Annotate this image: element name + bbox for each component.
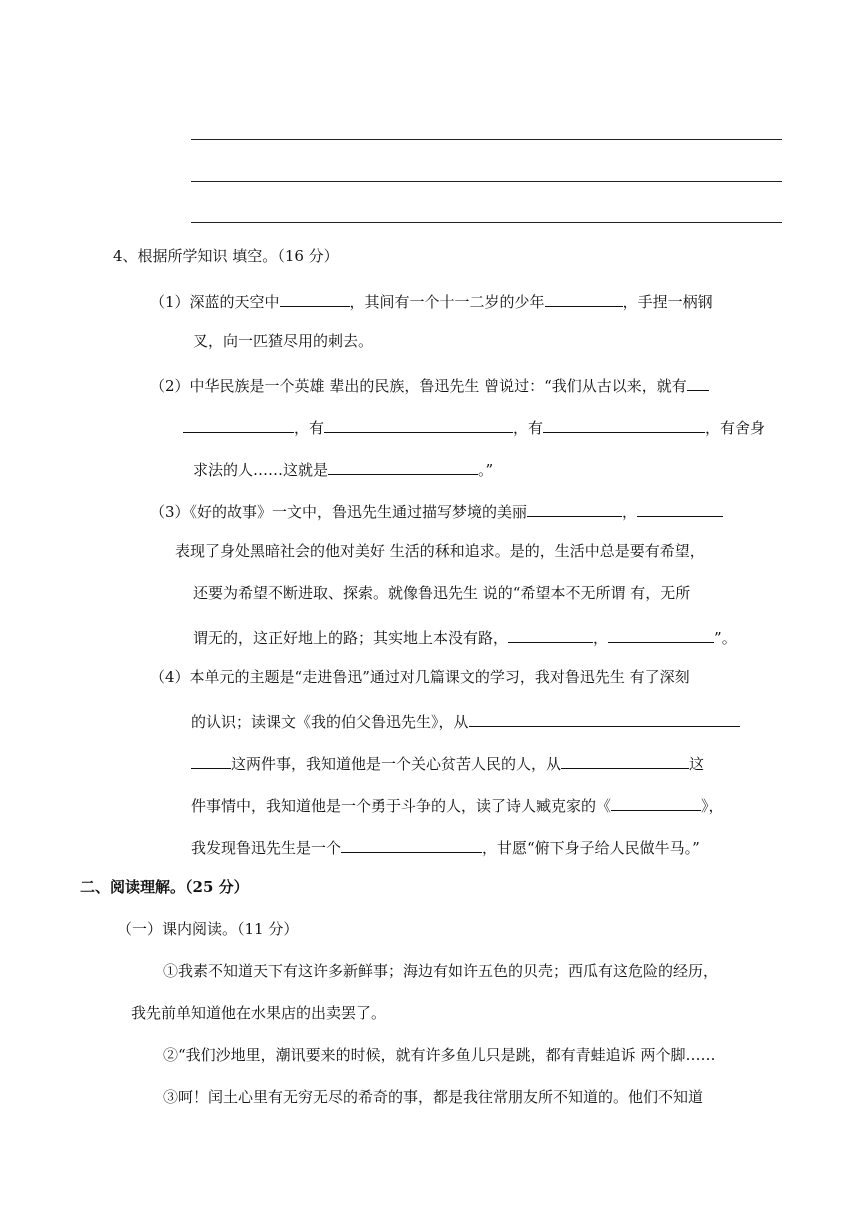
q4-item-2-line-2 [183, 415, 765, 435]
fill-blank[interactable] [637, 499, 723, 517]
q4-4-text-b: 的认识；读课文《我的伯父鲁迅先生》，从 [191, 713, 469, 731]
q4-2-text-d: ，有舍身 [705, 419, 766, 437]
q4-item-3-line-2: 表现了身处黑暗社会的他对美好 生活的秝和追求。是的，生活中总是要有希望， [175, 542, 705, 560]
question-4-title: 4、根据所学知识 填空。（16 分） [113, 247, 339, 265]
reading-paragraph-1-line-2: 我先前单知道他在水果店的出卖罢了。 [131, 1004, 387, 1022]
q4-2-text-a: （2）中华民族是一个英雄 辈出的民族，鲁迅先生 曾说过：“我们从古以来，就有 [150, 377, 687, 395]
reading-paragraph-3: ③呵！闰土心里有无穷无尽的希奇的事，都是我往常朋友所不知道的。他们不知道 [163, 1088, 704, 1106]
q4-item-1-line-1 [150, 289, 713, 309]
fill-blank[interactable] [687, 373, 709, 391]
reading-paragraph-1-line-1: ①我素不知道天下有这许多新鲜事；海边有如许五色的贝壳；西瓜有这危险的经历， [163, 962, 719, 980]
fill-blank[interactable] [469, 709, 740, 727]
section-2-subheading: （一）课内阅读。（11 分） [117, 920, 299, 938]
q4-item-4-line-5 [191, 835, 700, 855]
fill-blank[interactable] [508, 625, 593, 643]
answer-line-1[interactable] [191, 139, 782, 140]
fill-blank[interactable] [608, 625, 714, 643]
q4-2-text-c: ，有 [513, 419, 544, 437]
q4-4-text-d: 这 [689, 755, 705, 773]
fill-blank[interactable] [543, 415, 705, 433]
q4-3-text-g: ”。 [714, 629, 737, 647]
q4-3-text-f: ， [593, 629, 609, 647]
q4-1-text-c: ，手捏一柄钢 [622, 293, 713, 311]
q4-2-text-b: ，有 [294, 419, 325, 437]
fill-blank[interactable] [611, 793, 701, 811]
q4-item-4-line-2 [191, 709, 740, 729]
q4-item-3-line-1 [150, 499, 723, 519]
q4-4-text-f: 》， [701, 797, 724, 815]
q4-item-2-line-1 [150, 373, 709, 393]
q4-3-text-b: ， [622, 503, 638, 521]
q4-3-text-a: （3）《好的故事》一文中，鲁迅先生通过描写梦境的美丽 [150, 503, 528, 521]
fill-blank[interactable] [183, 415, 294, 433]
fill-blank[interactable] [324, 415, 513, 433]
q4-item-4-line-1: （4）本单元的主题是“走进鲁迅”通过对几篇课文的学习，我对鲁迅先生 有了深刻 [150, 668, 690, 686]
q4-3-text-e: 谓无的，这正好地上的路；其实地上本没有路， [193, 629, 509, 647]
fill-blank[interactable] [341, 835, 482, 853]
fill-blank[interactable] [328, 457, 478, 475]
q4-2-text-e: 求法的人……这就是 [193, 461, 329, 479]
q4-1-text-b: ，其间有一个十一二岁的少年 [349, 293, 545, 311]
q4-item-3-line-3: 还要为希望不断进取、探索。就像鲁迅先生 说的“希望本不无所谓 有，无所 [193, 584, 691, 602]
section-2-heading: 二、阅读理解。（25 分） [80, 878, 249, 896]
fill-blank[interactable] [545, 289, 623, 307]
q4-item-4-line-3 [191, 751, 704, 771]
q4-4-text-c: 这两件事，我知道他是一个关心贫苦人民的人，从 [231, 755, 562, 773]
q4-4-text-h: ，甘愿“俯下身子给人民做牛马。” [482, 839, 700, 857]
q4-1-text-a: （1）深蓝的天空中 [150, 293, 280, 311]
fill-blank[interactable] [280, 289, 350, 307]
q4-4-text-e: 件事情中，我知道他是一个勇于斗争的人，读了诗人臧克家的《 [191, 797, 612, 815]
q4-item-3-line-4 [193, 625, 737, 645]
answer-line-2[interactable] [191, 181, 782, 182]
q4-2-text-f: 。” [478, 461, 494, 479]
fill-blank[interactable] [527, 499, 622, 517]
answer-line-3[interactable] [191, 222, 782, 223]
fill-blank[interactable] [561, 751, 689, 769]
fill-blank[interactable] [191, 751, 231, 769]
q4-item-1-line-2: 叉，向一匹猹尽用的刺去。 [193, 332, 374, 350]
q4-item-2-line-3 [193, 457, 493, 477]
reading-paragraph-2: ②“我们沙地里，潮讯要来的时候，就有许多鱼儿只是跳，都有青蛙追诉 两个脚…… [163, 1046, 716, 1064]
q4-item-4-line-4 [191, 793, 724, 813]
q4-4-text-g: 我发现鲁迅先生是一个 [191, 839, 342, 857]
